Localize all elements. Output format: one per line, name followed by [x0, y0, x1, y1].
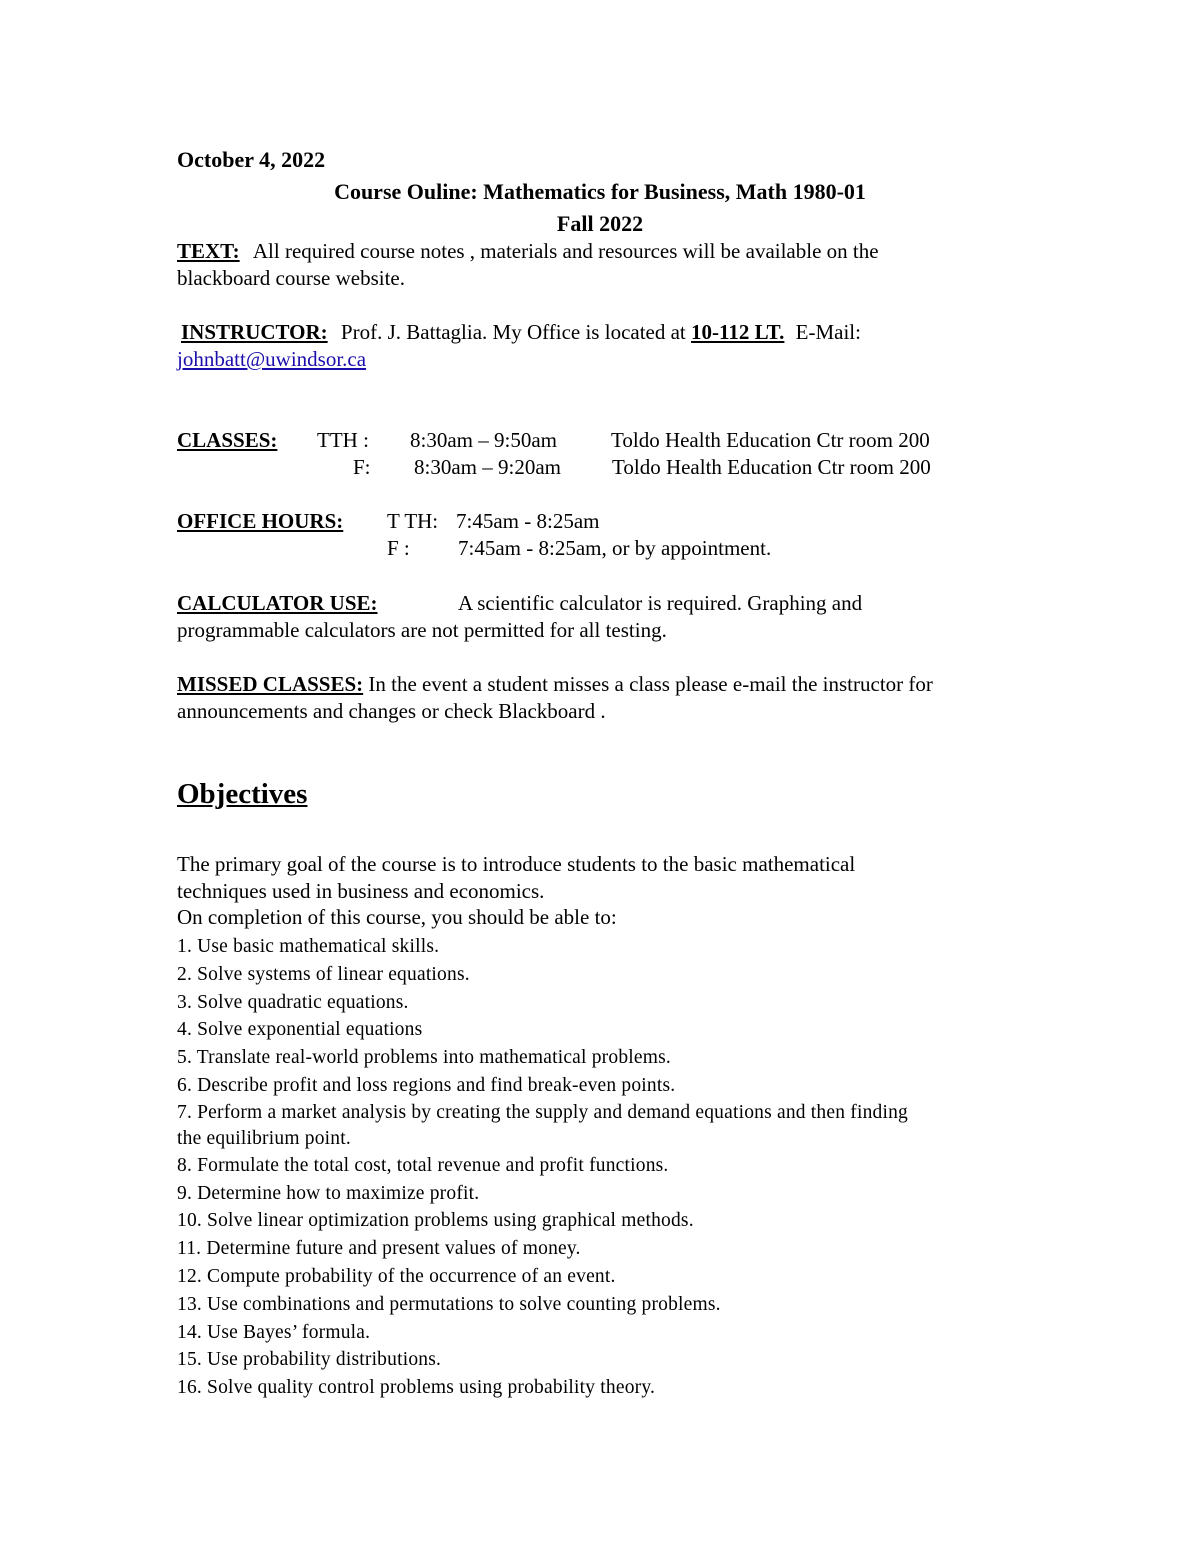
list-item: 4. Solve exponential equations — [177, 1019, 423, 1041]
list-item: 11. Determine future and present values of money. — [177, 1238, 581, 1260]
list-item: 13. Use combinations and permutations to solve counting problems. — [177, 1293, 721, 1315]
list-item: 5. Translate real-world problems into mathematical problems. — [177, 1047, 671, 1069]
office-hours-label: OFFICE HOURS: — [177, 509, 344, 533]
email-label: E-Mail: — [795, 320, 861, 344]
missed-classes-line1 — [177, 671, 933, 698]
course-term: Fall 2022 — [556, 211, 644, 236]
list-item: 6. Describe profit and loss regions and find break-even points. — [177, 1074, 676, 1096]
office-hours-row-2-day: F : — [387, 536, 410, 560]
classes-row-2-location: Toldo Health Education Ctr room 200 — [612, 455, 931, 479]
office-hours-row-1-time: 7:45am - 8:25am — [456, 509, 600, 533]
objectives-heading: Objectives — [177, 778, 308, 810]
missed-classes-label: MISSED CLASSES: — [177, 672, 364, 696]
text-section-line1 — [177, 238, 879, 265]
text-section-line2: blackboard course website. — [177, 266, 405, 290]
text-description: All required course notes , materials and resources will be available on the — [252, 239, 879, 263]
classes-row-1-location: Toldo Health Education Ctr room 200 — [611, 428, 930, 452]
list-item: 14. Use Bayes’ formula. — [177, 1321, 371, 1343]
instructor-line — [181, 319, 861, 346]
objectives-list — [177, 933, 908, 1402]
classes-label: CLASSES: — [177, 428, 278, 452]
list-item: 10. Solve linear optimization problems using graphical methods. — [177, 1210, 694, 1232]
classes-row-2-time: 8:30am – 9:20am — [414, 455, 561, 479]
instructor-email-link[interactable]: johnbatt@uwindsor.ca — [177, 347, 367, 371]
document-date: October 4, 2022 — [177, 147, 326, 172]
objectives-intro-line3: On completion of this course, you should be able to: — [177, 905, 617, 929]
list-item: 8. Formulate the total cost, total revenue and profit functions. — [177, 1154, 669, 1176]
classes-row-1-day: TTH : — [317, 428, 369, 452]
calculator-line1: A scientific calculator is required. Graphing and — [458, 591, 863, 615]
list-item: 15. Use probability distributions. — [177, 1349, 442, 1371]
course-title: Course Ouline: Mathematics for Business, Math 1980-01 — [334, 179, 866, 204]
list-item: 12. Compute probability of the occurrence of an event. — [177, 1265, 616, 1287]
list-item: 1. Use basic mathematical skills. — [177, 936, 440, 957]
classes-row-2-day: F: — [353, 455, 371, 479]
list-item: 16. Solve quality control problems using probability theory. — [177, 1377, 656, 1399]
list-item: 2. Solve systems of linear equations. — [177, 963, 470, 985]
office-hours-row-1-day: T TH: — [387, 509, 439, 533]
objectives-intro-line1: The primary goal of the course is to introduce students to the basic mathematical — [177, 852, 856, 876]
office-hours-row-2-time: 7:45am - 8:25am, or by appointment. — [458, 536, 772, 560]
list-item: the equilibrium point. — [177, 1127, 351, 1149]
calculator-label: CALCULATOR USE: — [177, 591, 378, 615]
missed-classes-text: In the event a student misses a class please e-mail the instructor for — [368, 672, 933, 696]
instructor-label: INSTRUCTOR: — [181, 320, 328, 344]
list-item: 7. Perform a market analysis by creating the supply and demand equations and then finding — [177, 1101, 908, 1123]
classes-row-1-time: 8:30am – 9:50am — [410, 428, 557, 452]
calculator-line2: programmable calculators are not permitted for all testing. — [177, 618, 667, 642]
missed-classes-line2: announcements and changes or check Blackboard . — [177, 699, 606, 723]
office-location: 10-112 LT. — [691, 320, 785, 344]
list-item: 3. Solve quadratic equations. — [177, 991, 409, 1013]
objectives-intro-line2: techniques used in business and economics. — [177, 879, 545, 903]
list-item: 9. Determine how to maximize profit. — [177, 1182, 480, 1204]
instructor-text: Prof. J. Battaglia. My Office is located at — [340, 320, 686, 344]
text-label: TEXT: — [177, 239, 240, 263]
